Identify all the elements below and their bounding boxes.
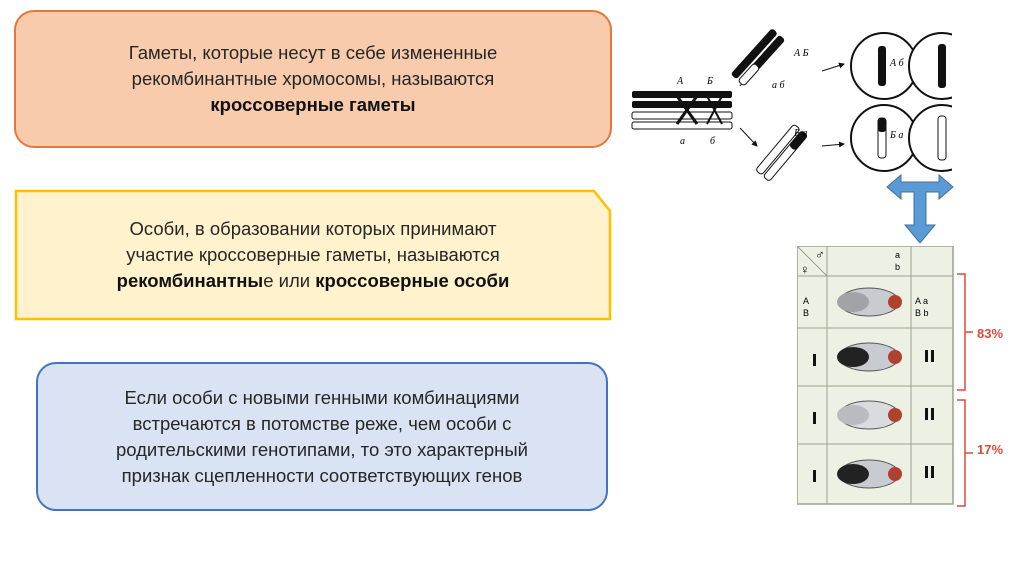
box1-line1: Гаметы, которые несут в себе измененные — [128, 42, 498, 63]
crossing-over-diagram — [622, 16, 952, 188]
box2-plain: е или — [263, 270, 316, 291]
linkage-sign-box — [36, 362, 608, 511]
gamete-upper-lower-label: а б — [772, 80, 785, 91]
row1-genotype-top: A a — [915, 296, 929, 306]
homologous-pair — [632, 91, 732, 129]
allele-lower-a: а — [680, 136, 685, 147]
box2-line1: Особи, в образовании которых принимают — [129, 218, 497, 239]
crossover-gametes-box — [14, 10, 612, 148]
svg-text:А б: А б — [890, 58, 904, 69]
allele-lower-b: б — [710, 136, 716, 147]
crossover-gametes-text — [129, 40, 498, 118]
box2-bold1: рекомбинантны — [116, 270, 264, 291]
recombinant-individuals-text — [117, 216, 510, 294]
svg-text:Б а: Б а — [890, 130, 904, 141]
drosophila-cross-table — [797, 246, 955, 506]
top-genotype-a: a — [895, 250, 901, 260]
male-symbol: ♂ — [815, 247, 825, 262]
gamete-lower-label: Б а — [794, 128, 808, 139]
percent-lower: 17% — [977, 442, 1004, 457]
recombinant-individuals-box — [14, 189, 612, 321]
double-arrow-icon — [885, 173, 955, 245]
box3-line4: признак сцепленности соответствующих генов — [121, 464, 523, 486]
gamete-upper-label: А Б — [794, 48, 809, 59]
box3-line1: Если особи с новыми генными комбинациями — [124, 386, 520, 408]
top-genotype-b: b — [895, 262, 901, 272]
female-symbol: ♀ — [800, 262, 810, 277]
cell-2 — [909, 33, 952, 99]
left-genotype-A: A — [803, 296, 810, 306]
row1-genotype-bottom: B b — [915, 308, 929, 318]
linkage-sign-text — [116, 385, 528, 489]
allele-upper-A: А — [677, 76, 684, 87]
box2-line2: участие кроссоверные гаметы, называются — [126, 244, 500, 265]
box3-line3: родительскими генотипами, то это характерный — [115, 438, 529, 460]
allele-upper-B: Б — [707, 76, 713, 87]
cell-3 — [851, 105, 917, 171]
box1-line2: рекомбинантные хромосомы, называются — [131, 68, 495, 89]
box3-line2: встречаются в потомстве реже, чем особи с — [132, 412, 512, 434]
gamete-chromosome-upper — [731, 28, 786, 86]
cell-1 — [851, 33, 917, 99]
left-genotype-B: B — [803, 308, 810, 318]
cell-4 — [909, 105, 952, 171]
percent-upper: 83% — [977, 326, 1004, 341]
box1-bold-term: кроссоверные гаметы — [210, 94, 416, 115]
box2-bold2: кроссоверные особи — [315, 270, 510, 291]
percent-brackets — [955, 270, 975, 510]
